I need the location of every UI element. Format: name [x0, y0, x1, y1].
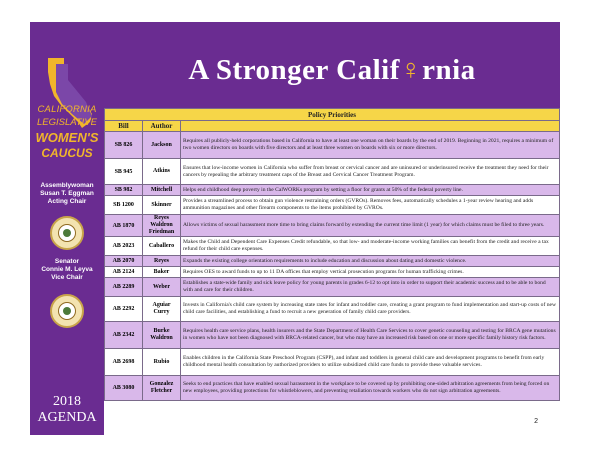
bill-cell: SB 826	[105, 132, 143, 159]
author-cell: Mitchell	[143, 185, 181, 196]
table-row	[105, 196, 560, 215]
chair-name: Susan T. Eggman	[40, 190, 94, 197]
vice-block	[30, 258, 104, 282]
author-column-header: Author	[143, 121, 181, 132]
assembly-seal-icon	[50, 216, 84, 250]
bill-cell: SB 982	[105, 185, 143, 196]
agenda-block	[30, 394, 104, 426]
california-logo	[34, 26, 100, 166]
policy-rows	[105, 132, 560, 401]
bill-cell: AB 2698	[105, 349, 143, 376]
bill-cell: AB 2342	[105, 322, 143, 349]
bill-cell: AB 1870	[105, 215, 143, 237]
description-cell: Seeks to end practices that have enabled sexual harassment in the workplace to be covered up by prohibiting one-sided arbitration agreements from being forced on new employees, providing protections for whistleblowers, and preventing retaliation towards workers who do not sign arbitration agreements.	[181, 376, 560, 401]
author-cell: Atkins	[143, 159, 181, 185]
chair-role: Acting Chair	[47, 198, 87, 205]
description-cell: Invests in California's child care system by increasing state rates for infant and toddler care, creating a grant program to fund implementation and start-up costs of new child care facilities, and establishing a fund to recruit a new generation of family child care providers.	[181, 297, 560, 322]
description-cell: Provides a streamlined process to obtain gun violence restraining orders (GVROs). Removes fees, automatically schedules a 1-year review hearing and adds ammunition magazines and other firearm components to the items prohibited by GVROs.	[181, 196, 560, 215]
table-row	[105, 322, 560, 349]
description-cell: Establishes a state-wide family and sick leave policy for young parents in grades 6-12 to opt into in order to support their academic success and to be able to bond with and care for their children.	[181, 278, 560, 297]
vice-role: Vice Chair	[51, 274, 83, 281]
description-cell: Requires all publicly-held corporations based in California to have at least one woman on their boards by the end of 2019. Beginning in 2021, requires a minimum of two women directors on boards with five directors and at least three women on boards with six or more directors.	[181, 132, 560, 159]
table-row	[105, 159, 560, 185]
caucus-womens: WOMEN'S	[35, 130, 99, 145]
table-row	[105, 237, 560, 256]
title-part-1: A Stronger Calif	[188, 54, 400, 86]
author-cell: Jackson	[143, 132, 181, 159]
description-cell: Expands the existing college orientation requirements to include education and discussion about dating and domestic violence.	[181, 256, 560, 267]
description-cell: Helps end childhood deep poverty in the CalWORKs program by setting a floor for grants at 50% of the federal poverty line.	[181, 185, 560, 196]
page-title	[104, 54, 560, 87]
bill-cell: AB 3080	[105, 376, 143, 401]
caucus-caucus: CAUCUS	[41, 146, 93, 160]
senate-seal-icon	[50, 294, 84, 328]
table-row	[105, 376, 560, 401]
female-symbol-icon: ♀	[399, 54, 423, 86]
description-cell: Enables children in the California State Preschool Program (CSPP), and infant and toddlers in general child care and development programs to benefit from early childhood mental health consultation by authorized providers to utilize subsidized child care funds to provide these valuable services.	[181, 349, 560, 376]
page-number: 2	[534, 418, 538, 425]
description-cell: Requires OES to award funds to up to 11 DA offices that employ vertical prosecution programs for human trafficking crimes.	[181, 267, 560, 278]
table-row	[105, 267, 560, 278]
author-cell: Baker	[143, 267, 181, 278]
document-page	[30, 22, 560, 435]
policy-priorities-heading: Policy Priorities	[105, 109, 560, 121]
chair-block	[30, 182, 104, 206]
table-row	[105, 349, 560, 376]
title-part-2: rnia	[422, 54, 476, 86]
bill-column-header: Bill	[105, 121, 143, 132]
author-cell: Skinner	[143, 196, 181, 215]
policy-table	[104, 108, 560, 401]
table-row	[105, 278, 560, 297]
table-row	[105, 132, 560, 159]
description-cell: Requires health care service plans, health insurers and the State Department of Health Care Services to cover genetic counseling and testing for BRCA gene mutations in women who have not been diagnosed with BRCA-related cancer, but who may have an increased risk based on one or more specific family history risk factors.	[181, 322, 560, 349]
chair-title: Assemblywoman	[40, 182, 94, 189]
description-cell: Allows victims of sexual harassment more time to bring claims forward by extending the current time limit (1 year) for which claims must be filed to three years.	[181, 215, 560, 237]
description-cell: Ensures that low-income women in California who suffer from breast or cervical cancer and are uninsured or underinsured receive the treatment they need for their cancers by repealing the arbitrary treatment caps of the Breast and Cervical Cancer Treatment Program.	[181, 159, 560, 185]
author-cell: Burke Waldron	[143, 322, 181, 349]
bill-cell: AB 2124	[105, 267, 143, 278]
description-cell: Makes the Child and Dependent Care Expenses Credit refundable, so that low- and moderate-income working families can benefit from the credit and receive a tax refund for their child care expenses.	[181, 237, 560, 256]
bill-cell: SB 1200	[105, 196, 143, 215]
vice-name: Connie M. Leyva	[41, 266, 93, 273]
sidebar	[30, 22, 104, 435]
table-row	[105, 297, 560, 322]
agenda-label: AGENDA	[37, 410, 97, 425]
author-cell: Gonzalez Fletcher	[143, 376, 181, 401]
table-row	[105, 256, 560, 267]
table-row	[105, 215, 560, 237]
bill-cell: AB 2289	[105, 278, 143, 297]
bill-cell: AB 2023	[105, 237, 143, 256]
table-row	[105, 185, 560, 196]
author-cell: Aguiar Curry	[143, 297, 181, 322]
bill-cell: SB 945	[105, 159, 143, 185]
bill-cell: AB 2292	[105, 297, 143, 322]
author-cell: Caballero	[143, 237, 181, 256]
agenda-year: 2018	[53, 394, 81, 409]
vice-title: Senator	[54, 258, 80, 265]
description-column-header	[181, 121, 560, 132]
caucus-legislative: LEGISLATIVE	[36, 117, 97, 128]
author-cell: Weber	[143, 278, 181, 297]
title-banner	[104, 22, 560, 108]
bill-cell: AB 2070	[105, 256, 143, 267]
author-cell: Reyes	[143, 256, 181, 267]
author-cell: Reyes Waldron Friedman	[143, 215, 181, 237]
author-cell: Rubio	[143, 349, 181, 376]
caucus-california: CALIFORNIA	[37, 104, 97, 115]
